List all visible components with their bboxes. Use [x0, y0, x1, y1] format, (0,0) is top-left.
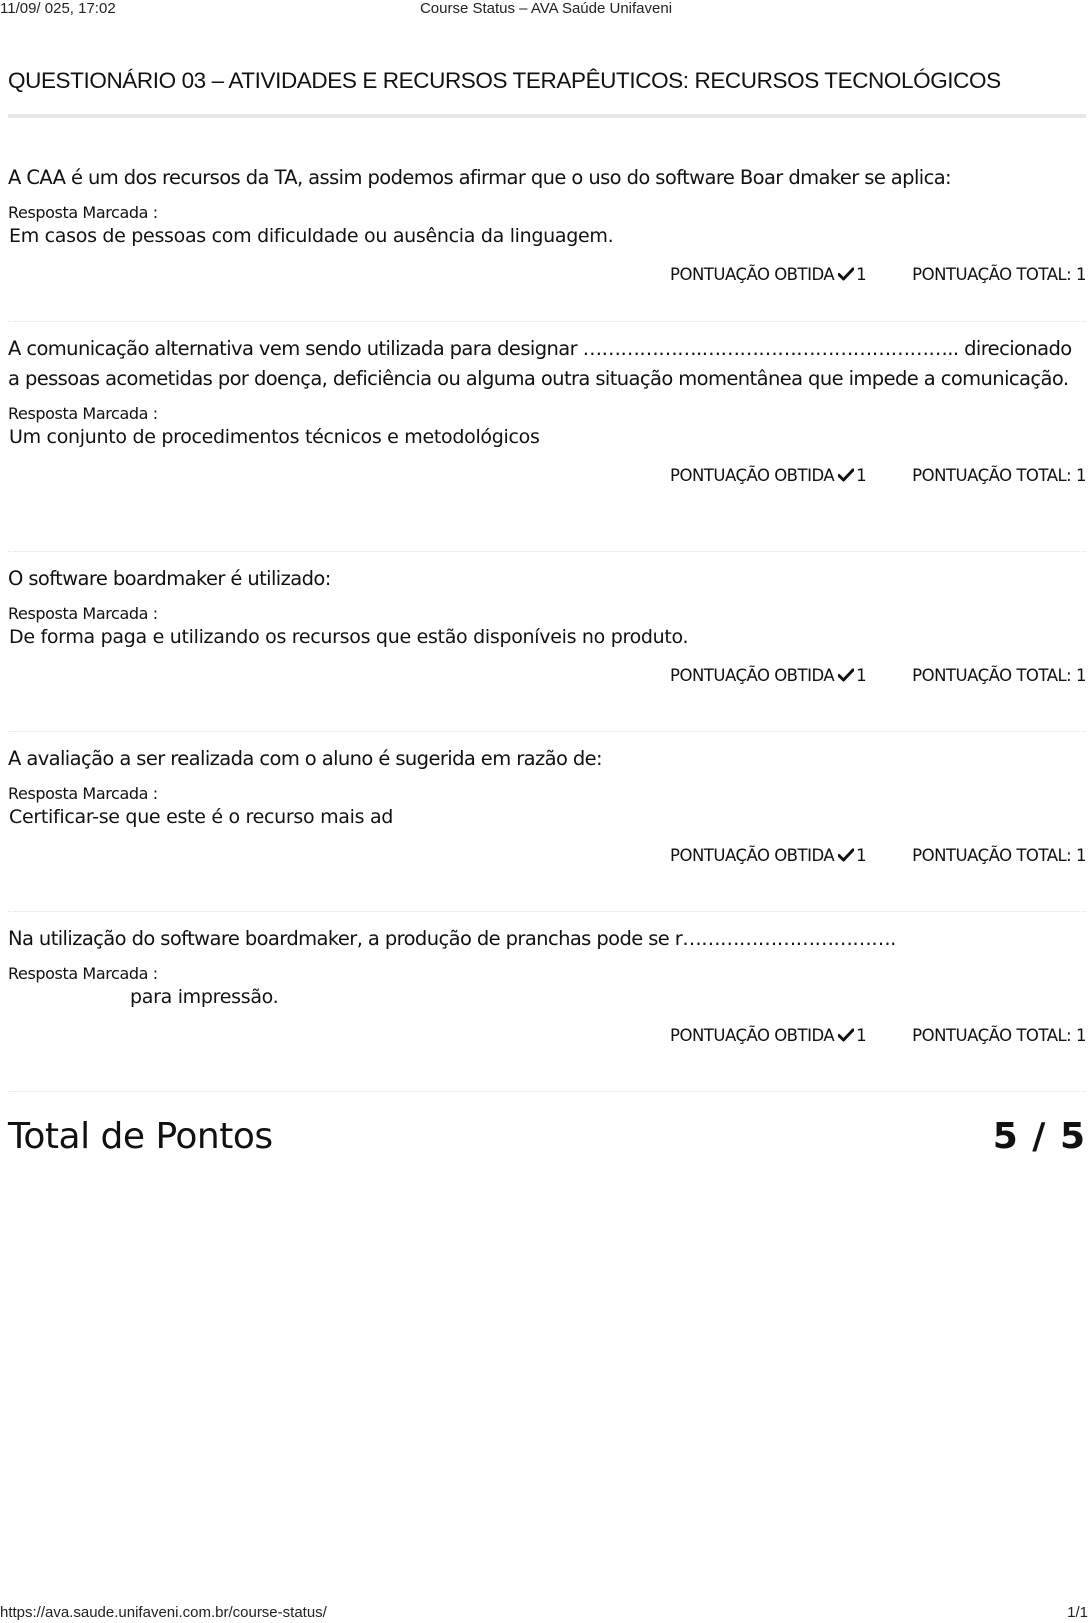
- score-obtained-value: 1: [856, 265, 867, 284]
- score-obtained-label: PONTUAÇÃO OBTIDA: [670, 265, 835, 284]
- score-obtained: [670, 466, 866, 485]
- question-item: [8, 564, 1086, 732]
- score-total: [912, 1026, 1086, 1045]
- total-points-row: [8, 1116, 1086, 1157]
- total-points-label: Total de Pontos: [8, 1116, 273, 1157]
- answer-label: Resposta Marcada :: [8, 203, 158, 222]
- score-total: [912, 466, 1086, 485]
- score-total-label: PONTUAÇÃO TOTAL:: [912, 466, 1072, 485]
- score-obtained: [670, 846, 866, 865]
- score-total-value: 1: [1076, 1026, 1086, 1045]
- question-item: [8, 744, 1086, 912]
- score-obtained: [670, 265, 866, 284]
- print-header: [0, 0, 1092, 18]
- score-obtained-value: 1: [856, 846, 867, 865]
- score-total-value: 1: [1076, 846, 1086, 865]
- score-row: [8, 265, 1086, 298]
- answer-label: Resposta Marcada :: [8, 964, 158, 983]
- print-footer: [0, 1603, 1092, 1623]
- question-text: O software boardmaker é utilizado:: [8, 567, 331, 590]
- score-total: [912, 666, 1086, 685]
- print-page-number: 1/1: [1067, 1604, 1088, 1621]
- question-item: [8, 334, 1086, 552]
- answer-text: para impressão.: [130, 986, 279, 1008]
- course-status-content: [8, 68, 1086, 1157]
- total-points-value: 5 / 5: [992, 1116, 1086, 1157]
- answer-label: Resposta Marcada :: [8, 784, 158, 803]
- score-obtained-value: 1: [856, 666, 867, 685]
- score-total-value: 1: [1076, 265, 1086, 284]
- answer-text: De forma paga e utilizando os recursos que estão disponíveis no produto.: [9, 626, 689, 648]
- score-total-label: PONTUAÇÃO TOTAL:: [912, 846, 1072, 865]
- score-row: [8, 846, 1086, 879]
- quiz-title: QUESTIONÁRIO 03 – ATIVIDADES E RECURSOS TERAPÊUTICOS: RECURSOS TECNOLÓGICOS: [8, 68, 1086, 118]
- print-document-title: Course Status – AVA Saúde Unifaveni: [419, 0, 673, 17]
- score-row: [8, 1026, 1086, 1059]
- score-obtained-label: PONTUAÇÃO OBTIDA: [670, 846, 835, 865]
- score-total-label: PONTUAÇÃO TOTAL:: [912, 666, 1072, 685]
- score-obtained: [670, 666, 866, 685]
- check-icon: [838, 468, 854, 482]
- check-icon: [838, 668, 854, 682]
- answer-text: Um conjunto de procedimentos técnicos e metodológicos: [9, 426, 540, 448]
- question-item: [8, 163, 1086, 322]
- check-icon: [838, 848, 854, 862]
- score-obtained-label: PONTUAÇÃO OBTIDA: [670, 1026, 835, 1045]
- score-total-value: 1: [1076, 666, 1086, 685]
- answer-text: Certificar-se que este é o recurso mais ad: [9, 806, 394, 828]
- question-item: [8, 924, 1086, 1092]
- score-total-label: PONTUAÇÃO TOTAL:: [912, 1026, 1072, 1045]
- score-obtained-value: 1: [856, 1026, 867, 1045]
- score-total: [912, 265, 1086, 284]
- answer-label: Resposta Marcada :: [8, 604, 158, 623]
- print-datetime: 11/09/ 025, 17:02: [0, 0, 116, 17]
- score-row: [8, 666, 1086, 699]
- score-row: [8, 466, 1086, 499]
- answer-label: Resposta Marcada :: [8, 404, 158, 423]
- score-total-label: PONTUAÇÃO TOTAL:: [912, 265, 1072, 284]
- score-total-value: 1: [1076, 466, 1086, 485]
- question-text: A comunicação alternativa vem sendo utilizada para designar ……………….………………………………….. direcionado a pessoas acometidas por doença, deficiência ou alguma outra situação momentânea que impede a comunicação.: [8, 337, 1072, 390]
- question-text: Na utilização do software boardmaker, a produção de pranchas pode se r…………………………….: [8, 927, 896, 950]
- score-obtained-label: PONTUAÇÃO OBTIDA: [670, 466, 835, 485]
- check-icon: [838, 1028, 854, 1042]
- score-obtained: [670, 1026, 866, 1045]
- check-icon: [838, 267, 854, 281]
- answer-text: Em casos de pessoas com dificuldade ou ausência da linguagem.: [9, 225, 614, 247]
- print-url: https://ava.saude.unifaveni.com.br/course-status/: [0, 1604, 327, 1621]
- score-obtained-label: PONTUAÇÃO OBTIDA: [670, 666, 835, 685]
- question-text: A avaliação a ser realizada com o aluno é sugerida em razão de:: [8, 747, 603, 770]
- score-total: [912, 846, 1086, 865]
- score-obtained-value: 1: [856, 466, 867, 485]
- question-text: A CAA é um dos recursos da TA, assim podemos afirmar que o uso do software Boar dmaker se aplica:: [8, 166, 952, 189]
